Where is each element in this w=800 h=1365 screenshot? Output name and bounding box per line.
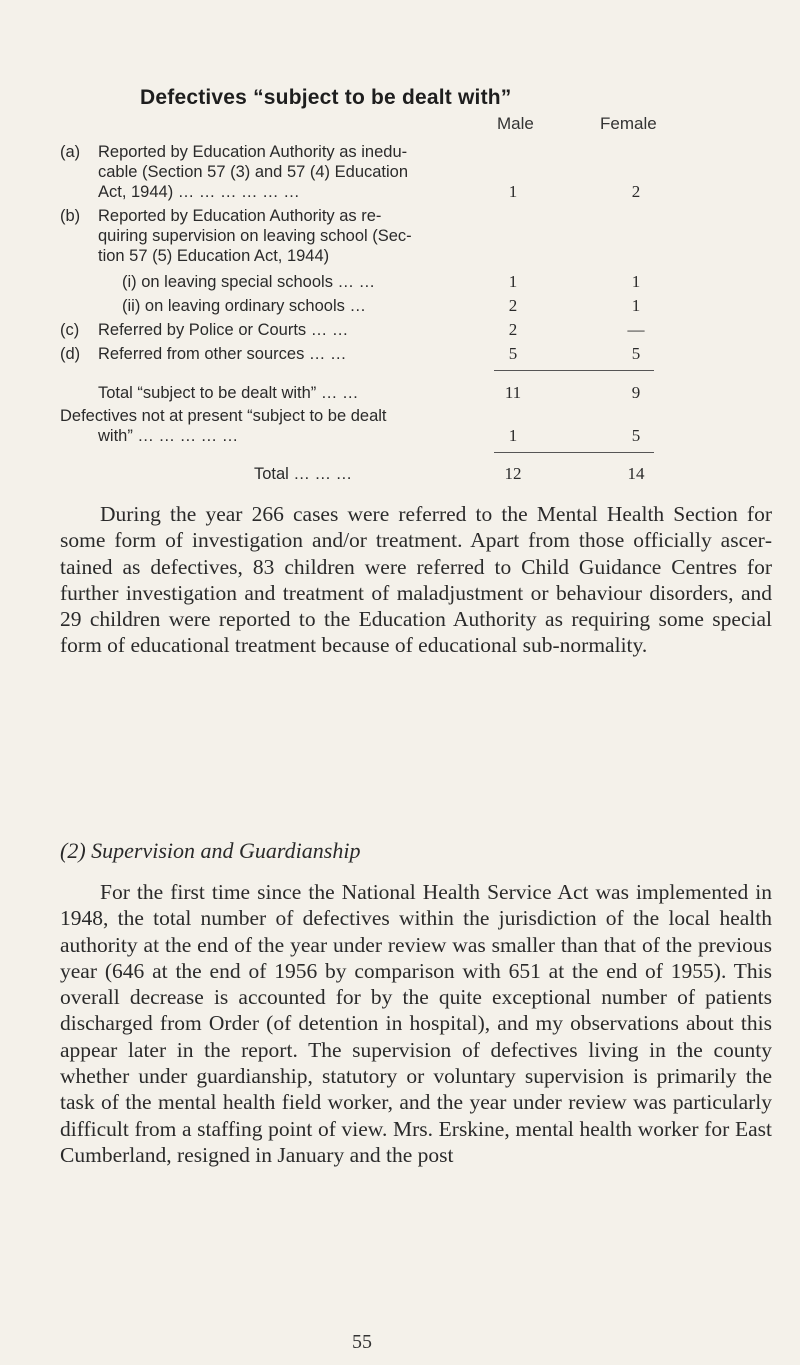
subtotal-male: 11 <box>504 383 522 402</box>
section-heading: (2) Supervision and Guardianship <box>60 838 361 863</box>
row-a-line-2: cable (Section 57 (3) and 57 (4) Education <box>98 163 409 181</box>
subtotal-female: 9 <box>631 383 641 402</box>
not-present-line-1: Defectives not at present “subject to be dealt <box>60 407 387 425</box>
row-b-i-female: 1 <box>631 272 641 291</box>
subtotal-rule <box>494 370 654 371</box>
paragraph-referrals: During the year 266 cases were referred to the Mental Health Section for some form of investigation and/or treatment. Apart from those officially ascertained as defectives, 83 children were referred to Child Guidance Centres for further investigation and treatment of maladjustment or behaviour disorders, and 29 children were reported to the Education Authority as requiring some special form of educational treatment because of educational sub-normality. <box>60 502 772 658</box>
row-c-female: — <box>627 320 645 339</box>
paragraph-supervision: For the first time since the National Health Service Act was implemented in 1948, the total number of defectives within the jurisdiction of the local health authority at the end of the year under review was smaller than that of the previous year (646 at the end of 1956 by comparison with 651 at the end of 1955). This overall decrease is accounted for by the quite exceptional number of patients discharged from Order (of detention in hospital), and my observations about this appear later in the report. The supervision of defectives living in the county whether under guardianship, statutory or voluntary supervision is primarily the task of the mental health field worker, and the year under review was particularly difficult from a staffing point of view. Mrs. Erskine, mental health worker for East Cumberland, resigned in January and the post <box>60 880 772 1167</box>
row-a-male: 1 <box>508 182 518 201</box>
column-header-male: Male <box>497 114 534 133</box>
total-female: 14 <box>627 464 645 483</box>
row-c-male: 2 <box>508 320 518 339</box>
row-d-marker: (d) <box>60 345 81 363</box>
row-a-female: 2 <box>631 182 641 201</box>
row-b-i-male: 1 <box>508 272 518 291</box>
subtotal-label: Total “subject to be dealt with” … … <box>98 384 359 402</box>
row-a-marker: (a) <box>60 143 81 161</box>
row-b-ii-label: (ii) on leaving ordinary schools … <box>122 297 366 315</box>
row-b-ii-male: 2 <box>508 296 518 315</box>
row-a-line-3: Act, 1944) … … … … … … <box>98 183 300 201</box>
not-present-line-2: with” … … … … … <box>98 427 239 445</box>
row-b-line-2: quiring supervision on leaving school (Sec- <box>98 227 412 245</box>
row-d-label: Referred from other sources … … <box>98 345 347 363</box>
row-b-i-label: (i) on leaving special schools … … <box>122 273 376 291</box>
total-male: 12 <box>504 464 522 483</box>
total-rule <box>494 452 654 453</box>
row-d-female: 5 <box>631 344 641 363</box>
row-a-line-1: Reported by Education Authority as inedu- <box>98 143 408 161</box>
row-b-line-1: Reported by Education Authority as re- <box>98 207 382 225</box>
row-c-label: Referred by Police or Courts … … <box>98 321 349 339</box>
row-d-male: 5 <box>508 344 518 363</box>
row-b-line-3: tion 57 (5) Education Act, 1944) <box>98 247 330 265</box>
not-present-male: 1 <box>508 426 518 445</box>
table-title: Defectives “subject to be dealt with” <box>140 86 512 109</box>
row-b-marker: (b) <box>60 207 81 225</box>
total-label: Total … … … <box>254 465 353 483</box>
row-b-ii-female: 1 <box>631 296 641 315</box>
not-present-female: 5 <box>631 426 641 445</box>
column-header-female: Female <box>600 114 657 133</box>
page-number: 55 <box>352 1331 372 1353</box>
row-c-marker: (c) <box>60 321 80 339</box>
